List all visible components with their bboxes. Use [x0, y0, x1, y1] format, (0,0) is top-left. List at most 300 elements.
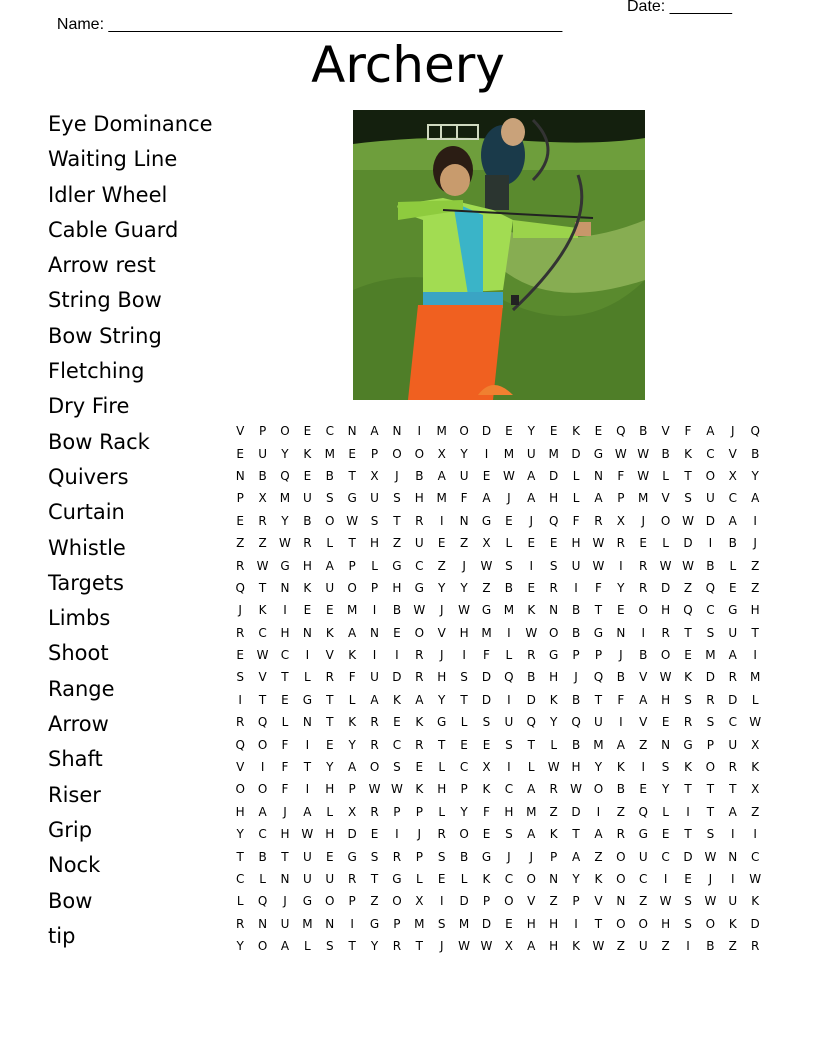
grid-letter: O: [459, 827, 469, 842]
word-list-item: Grip: [48, 817, 93, 842]
grid-letter: D: [549, 468, 559, 483]
grid-letter: E: [527, 580, 536, 595]
grid-letter: Z: [639, 737, 648, 752]
grid-letter: A: [415, 692, 424, 707]
grid-letter: O: [392, 894, 402, 909]
grid-letter: B: [571, 692, 581, 707]
grid-letter: S: [684, 491, 692, 506]
grid-letter: H: [661, 692, 671, 707]
grid-letter: E: [348, 446, 356, 461]
grid-letter: C: [728, 491, 737, 506]
grid-letter: E: [236, 446, 244, 461]
grid-letter: D: [526, 692, 536, 707]
grid-letter: Q: [235, 580, 245, 595]
grid-letter: U: [459, 468, 469, 483]
grid-letter: Y: [438, 692, 446, 707]
grid-letter: V: [236, 424, 245, 439]
grid-letter: L: [415, 872, 423, 886]
grid-letter: E: [303, 603, 312, 618]
word-list-item: tip: [48, 923, 76, 948]
grid-letter: Y: [661, 782, 670, 797]
grid-letter: L: [662, 536, 669, 551]
grid-letter: K: [728, 916, 737, 931]
grid-letter: X: [437, 446, 446, 461]
grid-letter: I: [372, 648, 377, 663]
grid-letter: E: [684, 648, 692, 663]
grid-letter: V: [639, 670, 648, 685]
grid-letter: J: [439, 603, 444, 618]
grid-letter: D: [683, 849, 693, 864]
grid-letter: G: [369, 916, 380, 931]
grid-letter: N: [728, 849, 738, 864]
grid-letter: A: [728, 513, 737, 528]
grid-letter: I: [529, 558, 534, 573]
grid-letter: U: [728, 894, 738, 909]
grid-letter: S: [684, 894, 692, 909]
word-list-item: Bow: [48, 888, 93, 913]
grid-letter: T: [303, 760, 312, 775]
grid-letter: H: [437, 670, 447, 685]
grid-letter: P: [236, 491, 244, 506]
grid-letter: A: [482, 491, 491, 506]
grid-letter: P: [393, 804, 401, 819]
grid-letter: H: [280, 827, 290, 842]
grid-letter: J: [619, 648, 623, 663]
grid-letter: V: [728, 446, 737, 461]
word-list-item: Bow Rack: [48, 429, 150, 454]
grid-letter: T: [348, 939, 356, 954]
grid-letter: H: [571, 760, 581, 775]
grid-letter: F: [483, 804, 490, 819]
grid-letter: E: [505, 513, 513, 528]
grid-letter: I: [619, 715, 623, 730]
word-list-item: Arrow: [48, 712, 109, 737]
grid-letter: B: [504, 580, 513, 595]
grid-letter: X: [728, 468, 737, 483]
grid-letter: L: [550, 737, 557, 752]
grid-letter: H: [325, 782, 335, 797]
grid-letter: X: [616, 513, 625, 528]
grid-letter: R: [661, 625, 670, 640]
grid-letter: M: [750, 670, 761, 685]
grid-letter: B: [392, 603, 402, 618]
grid-letter: A: [258, 804, 267, 819]
grid-letter: M: [503, 446, 515, 461]
grid-letter: C: [750, 849, 760, 864]
grid-letter: H: [459, 625, 469, 640]
grid-letter: N: [280, 872, 290, 886]
grid-letter: W: [256, 648, 269, 663]
grid-letter: R: [549, 782, 558, 797]
grid-letter: W: [704, 849, 717, 864]
grid-letter: L: [348, 692, 356, 707]
grid-letter: N: [302, 625, 312, 640]
grid-letter: P: [348, 894, 356, 909]
grid-letter: O: [257, 782, 268, 797]
grid-letter: I: [731, 827, 735, 842]
grid-letter: Q: [616, 424, 626, 439]
grid-letter: B: [616, 670, 625, 685]
grid-letter: E: [505, 916, 513, 931]
grid-letter: M: [458, 916, 470, 931]
grid-letter: S: [505, 737, 513, 752]
grid-letter: N: [549, 603, 559, 618]
grid-letter: Y: [326, 760, 334, 775]
grid-letter: A: [370, 692, 379, 707]
grid-letter: R: [258, 513, 267, 528]
grid-letter: U: [414, 536, 424, 551]
grid-letter: O: [593, 782, 604, 797]
grid-letter: K: [482, 872, 491, 886]
grid-letter: D: [459, 894, 469, 909]
grid-letter: S: [505, 558, 513, 573]
grid-letter: U: [302, 872, 312, 886]
grid-letter: C: [706, 446, 715, 461]
grid-letter: R: [728, 670, 737, 685]
grid-letter: P: [572, 648, 580, 663]
grid-letter: C: [415, 558, 424, 573]
grid-letter: K: [527, 603, 536, 618]
grid-letter: Y: [281, 513, 289, 528]
grid-letter: Q: [705, 580, 716, 595]
grid-letter: T: [527, 737, 535, 752]
grid-letter: H: [750, 603, 760, 618]
grid-letter: P: [594, 648, 603, 663]
grid-letter: G: [347, 491, 357, 506]
grid-letter: R: [751, 939, 760, 954]
grid-letter: S: [370, 513, 379, 528]
grid-letter: A: [639, 692, 648, 707]
grid-letter: Z: [639, 894, 648, 909]
grid-letter: V: [325, 648, 334, 663]
grid-letter: O: [392, 446, 402, 461]
grid-letter: N: [661, 737, 671, 752]
grid-letter: H: [414, 491, 424, 506]
grid-letter: R: [616, 536, 625, 551]
grid-letter: R: [437, 827, 446, 842]
grid-letter: O: [257, 939, 268, 954]
grid-letter: A: [527, 782, 536, 797]
grid-letter: T: [326, 692, 334, 707]
grid-letter: P: [393, 916, 401, 931]
grid-letter: S: [325, 491, 334, 506]
grid-letter: M: [503, 603, 515, 618]
grid-letter: K: [594, 872, 603, 886]
grid-letter: L: [304, 939, 311, 954]
grid-letter: U: [504, 715, 514, 730]
grid-letter: P: [482, 894, 491, 909]
grid-letter: M: [638, 491, 649, 506]
grid-letter: W: [614, 446, 627, 461]
grid-letter: I: [395, 648, 399, 663]
word-list-item: Dry Fire: [48, 394, 130, 419]
grid-letter: L: [236, 894, 244, 909]
grid-letter: E: [639, 782, 648, 797]
grid-letter: I: [686, 804, 690, 819]
grid-letter: Q: [526, 715, 536, 730]
grid-letter: H: [549, 491, 559, 506]
grid-letter: D: [728, 692, 738, 707]
grid-letter: V: [639, 715, 648, 730]
grid-letter: J: [507, 849, 511, 864]
grid-letter: T: [594, 916, 603, 931]
grid-letter: M: [414, 916, 425, 931]
grid-letter: M: [436, 491, 447, 506]
grid-letter: O: [705, 916, 716, 931]
grid-letter: K: [572, 939, 580, 954]
grid-letter: W: [592, 558, 605, 573]
grid-letter: T: [684, 827, 692, 842]
grid-letter: H: [437, 782, 447, 797]
grid-letter: N: [392, 424, 402, 439]
grid-letter: O: [526, 872, 536, 886]
grid-letter: E: [303, 424, 312, 439]
grid-letter: I: [305, 782, 310, 797]
grid-letter: A: [348, 760, 357, 775]
grid-letter: U: [258, 446, 267, 461]
grid-letter: Z: [728, 939, 737, 954]
grid-letter: O: [616, 916, 626, 931]
grid-letter: W: [570, 782, 582, 797]
grid-letter: E: [684, 872, 692, 886]
word-list-item: Targets: [48, 570, 124, 595]
grid-letter: B: [661, 446, 670, 461]
grid-letter: N: [549, 872, 559, 886]
grid-letter: X: [415, 894, 424, 909]
grid-letter: A: [437, 468, 446, 483]
grid-letter: K: [684, 446, 692, 461]
grid-letter: W: [682, 558, 694, 573]
grid-letter: B: [258, 468, 267, 483]
grid-letter: Q: [593, 670, 604, 685]
grid-letter: X: [504, 939, 513, 954]
grid-letter: G: [392, 872, 402, 886]
grid-letter: K: [392, 692, 401, 707]
grid-letter: S: [370, 849, 379, 864]
grid-letter: W: [749, 872, 762, 886]
grid-letter: K: [549, 827, 558, 842]
grid-letter: Y: [460, 446, 468, 461]
word-list-item: Curtain: [48, 500, 125, 525]
grid-letter: A: [348, 625, 357, 640]
grid-letter: S: [684, 692, 692, 707]
grid-letter: H: [549, 939, 559, 954]
grid-letter: N: [258, 916, 268, 931]
grid-letter: W: [659, 670, 672, 685]
grid-letter: B: [258, 849, 267, 864]
grid-letter: L: [259, 872, 266, 886]
grid-letter: I: [686, 939, 690, 954]
grid-letter: D: [683, 536, 693, 551]
grid-letter: O: [347, 580, 357, 595]
grid-letter: B: [571, 603, 581, 618]
grid-letter: D: [481, 692, 492, 707]
grid-letter: U: [370, 670, 379, 685]
grid-letter: W: [659, 558, 672, 573]
grid-letter: C: [661, 849, 670, 864]
grid-letter: E: [505, 424, 513, 439]
grid-letter: V: [236, 760, 245, 775]
grid-letter: Y: [236, 827, 244, 842]
grid-letter: P: [370, 580, 379, 595]
grid-letter: H: [549, 670, 559, 685]
grid-letter: S: [437, 849, 446, 864]
grid-letter: P: [550, 849, 558, 864]
grid-letter: A: [325, 558, 334, 573]
grid-letter: J: [641, 513, 645, 528]
grid-letter: A: [728, 804, 737, 819]
grid-letter: B: [571, 625, 581, 640]
grid-letter: C: [639, 872, 648, 886]
grid-letter: L: [572, 468, 580, 483]
grid-letter: M: [346, 603, 358, 618]
grid-letter: J: [283, 894, 287, 909]
grid-letter: J: [753, 536, 757, 551]
grid-letter: W: [279, 536, 291, 551]
word-list-item: Cable Guard: [48, 217, 179, 242]
grid-letter: K: [348, 715, 357, 730]
word-list-item: Arrow rest: [48, 253, 156, 278]
grid-letter: V: [661, 424, 670, 439]
word-list-item: String Bow: [48, 288, 162, 313]
grid-letter: P: [415, 804, 423, 819]
grid-letter: Z: [683, 580, 693, 595]
grid-letter: M: [436, 424, 447, 439]
grid-letter: L: [460, 715, 468, 730]
grid-letter: F: [281, 782, 289, 797]
grid-letter: S: [437, 916, 446, 931]
grid-letter: C: [325, 424, 334, 439]
grid-letter: T: [594, 692, 603, 707]
grid-letter: O: [660, 648, 671, 663]
grid-letter: Y: [438, 580, 446, 595]
grid-letter: L: [304, 670, 311, 685]
grid-letter: M: [593, 737, 604, 752]
grid-letter: T: [258, 580, 267, 595]
grid-letter: E: [325, 737, 334, 752]
grid-letter: L: [572, 491, 580, 506]
grid-letter: D: [347, 827, 357, 842]
archery-photo: [353, 110, 645, 400]
grid-letter: U: [728, 737, 738, 752]
grid-letter: D: [571, 446, 581, 461]
grid-letter: W: [346, 513, 359, 528]
grid-letter: T: [415, 939, 423, 954]
grid-letter: J: [731, 424, 735, 439]
grid-letter: E: [281, 692, 289, 707]
grid-letter: Y: [281, 446, 289, 461]
grid-letter: E: [617, 603, 625, 618]
grid-letter: T: [258, 692, 267, 707]
grid-letter: G: [481, 849, 492, 864]
grid-letter: E: [527, 536, 536, 551]
grid-letter: R: [728, 760, 737, 775]
grid-letter: O: [660, 513, 671, 528]
grid-letter: W: [390, 782, 403, 797]
grid-letter: A: [571, 849, 581, 864]
grid-letter: W: [368, 782, 381, 797]
grid-letter: X: [751, 782, 760, 797]
word-list-item: Whistle: [48, 535, 126, 560]
grid-letter: B: [571, 737, 581, 752]
grid-letter: Q: [571, 715, 581, 730]
grid-letter: M: [548, 446, 559, 461]
grid-letter: P: [572, 894, 580, 909]
grid-letter: G: [392, 558, 402, 573]
grid-letter: S: [482, 715, 491, 730]
grid-letter: O: [705, 468, 716, 483]
grid-letter: G: [728, 603, 738, 618]
grid-letter: T: [370, 872, 379, 886]
grid-letter: B: [706, 939, 715, 954]
grid-letter: F: [281, 737, 289, 752]
grid-letter: I: [283, 603, 287, 618]
word-list-item: Riser: [48, 782, 101, 807]
grid-letter: T: [438, 737, 446, 752]
grid-letter: Z: [482, 580, 491, 595]
grid-letter: O: [235, 782, 245, 797]
grid-letter: R: [415, 737, 424, 752]
name-field-label: Name: ___________________________________________________: [56, 16, 563, 33]
grid-letter: E: [549, 536, 558, 551]
grid-letter: M: [279, 491, 291, 506]
grid-letter: S: [393, 491, 401, 506]
grid-letter: H: [549, 916, 559, 931]
grid-letter: I: [507, 760, 511, 775]
grid-letter: K: [751, 760, 760, 775]
grid-letter: Q: [257, 894, 268, 909]
grid-letter: W: [301, 827, 314, 842]
grid-letter: Y: [370, 939, 379, 954]
grid-letter: O: [414, 625, 425, 640]
grid-letter: P: [706, 737, 715, 752]
grid-letter: J: [574, 670, 578, 685]
grid-letter: Z: [392, 536, 402, 551]
grid-letter: G: [593, 625, 604, 640]
word-list-item: Nock: [48, 853, 101, 878]
grid-letter: Z: [549, 804, 558, 819]
grid-letter: Z: [661, 939, 670, 954]
grid-letter: L: [371, 558, 378, 573]
grid-letter: A: [280, 939, 290, 954]
grid-letter: R: [594, 513, 603, 528]
grid-letter: K: [415, 715, 424, 730]
grid-letter: N: [280, 580, 290, 595]
grid-letter: S: [460, 670, 468, 685]
grid-letter: I: [305, 648, 310, 663]
grid-letter: L: [505, 536, 513, 551]
grid-letter: W: [458, 939, 471, 954]
grid-letter: R: [415, 513, 424, 528]
grid-letter: H: [571, 536, 581, 551]
grid-letter: J: [417, 827, 422, 842]
grid-letter: J: [529, 513, 534, 528]
grid-letter: S: [684, 916, 692, 931]
grid-letter: W: [413, 603, 426, 618]
grid-letter: P: [460, 782, 468, 797]
grid-letter: H: [392, 580, 402, 595]
grid-letter: T: [706, 804, 715, 819]
grid-letter: R: [236, 558, 245, 573]
grid-letter: Y: [549, 715, 558, 730]
grid-letter: L: [438, 804, 446, 819]
grid-letter: Q: [257, 715, 268, 730]
grid-letter: I: [484, 446, 489, 461]
grid-letter: G: [437, 715, 447, 730]
grid-letter: I: [641, 760, 645, 775]
grid-letter: L: [326, 536, 334, 551]
grid-letter: C: [258, 827, 267, 842]
